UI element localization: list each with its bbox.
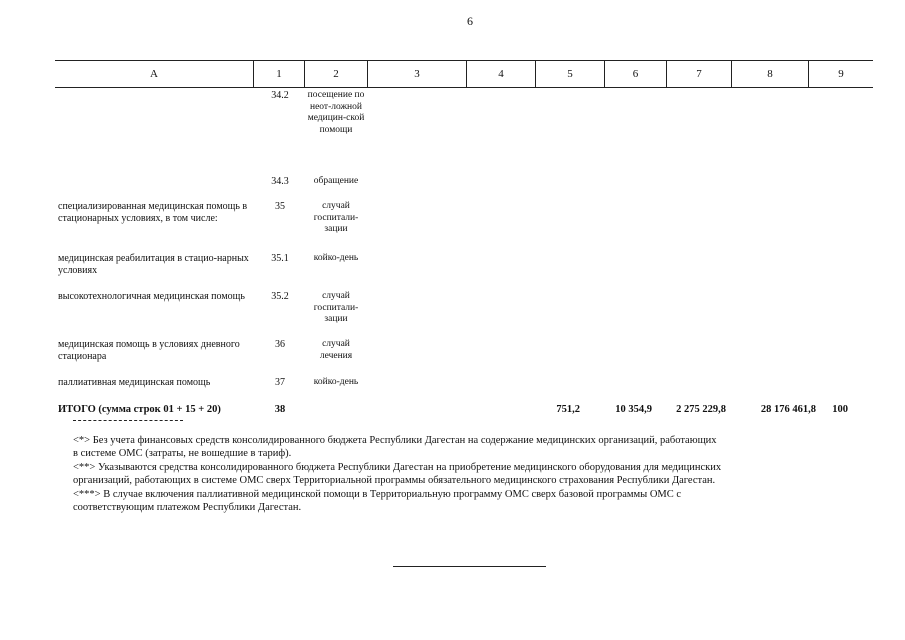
row-unit: случай лечения xyxy=(319,339,353,361)
row-unit: койко-день xyxy=(313,253,359,263)
footnote-2 xyxy=(73,462,833,487)
total-code: 38 xyxy=(274,404,286,415)
row-code: 35.2 xyxy=(271,291,289,302)
footnote-text: <*> Без учета финансовых средств консолидированного бюджета Республики Дагестан на содержание медицинских организаций, работающих xyxy=(73,435,717,446)
row-unit: койко-день xyxy=(313,377,359,387)
footnote-text: в системе ОМС (затраты, не вошедшие в тариф). xyxy=(73,447,292,459)
header-col-5: 5 xyxy=(567,68,573,80)
header-col-2: 2 xyxy=(333,68,339,80)
row-code: 36 xyxy=(275,339,285,350)
footnote-text: организаций, работающих в системе ОМС сверх Территориальной программы обязательного медицинского страхования Республики Дагестан. xyxy=(73,474,716,486)
page-number: 6 xyxy=(467,14,473,28)
row-unit: случай госпитали-зации xyxy=(313,201,359,234)
footnote-text: <***> В случае включения паллиативной медицинской помощи в Территориальную программу ОМС сверх базовой программы ОМС с xyxy=(73,489,682,500)
row-name: высокотехнологичная медицинская помощь xyxy=(58,291,245,302)
row-name: медицинская реабилитация в стацио-нарных условиях xyxy=(58,253,249,276)
total-name: ИТОГО (сумма строк 01 + 15 + 20) xyxy=(58,404,221,415)
header-col-3: 3 xyxy=(414,68,420,80)
footnote-text: <**> Указываются средства консолидированного бюджета Республики Дагестан на приобретение медицинского оборудования для медицинских xyxy=(73,462,722,473)
row-name: специализированная медицинская помощь в стационарных условиях, в том числе: xyxy=(58,201,248,224)
total-col-6: 10 354,9 xyxy=(615,404,652,415)
header-col-1: 1 xyxy=(276,68,282,80)
footnote-text: соответствующим платежом Республики Дагестан. xyxy=(73,501,302,513)
row-code: 35 xyxy=(275,201,285,212)
total-col-5: 751,2 xyxy=(556,404,580,415)
footnote-3 xyxy=(73,489,833,514)
row-code: 34.2 xyxy=(271,90,289,101)
header-col-a: А xyxy=(150,68,158,80)
header-col-9: 9 xyxy=(838,68,844,80)
end-rule xyxy=(393,566,546,567)
row-unit: обращение xyxy=(313,176,359,186)
header-col-7: 7 xyxy=(696,68,702,80)
total-col-8: 28 176 461,8 xyxy=(760,404,816,415)
header-col-4: 4 xyxy=(498,68,504,80)
row-code: 37 xyxy=(275,377,285,388)
row-name: паллиативная медицинская помощь xyxy=(58,377,211,388)
row-unit: посещение по неот-ложной медицин-ской помощи xyxy=(307,90,365,135)
footnote-separator xyxy=(73,420,183,421)
total-col-9: 100 xyxy=(832,404,848,415)
total-col-7: 2 275 229,8 xyxy=(676,404,726,415)
footnote-1 xyxy=(73,435,833,460)
row-code: 35.1 xyxy=(271,253,289,264)
row-code: 34.3 xyxy=(271,176,289,187)
row-unit: случай госпитали-зации xyxy=(313,291,359,324)
header-col-6: 6 xyxy=(632,68,639,80)
header-col-8: 8 xyxy=(767,68,773,80)
row-name: медицинская помощь в условиях дневного стационара xyxy=(58,339,240,362)
table-header xyxy=(55,60,873,88)
